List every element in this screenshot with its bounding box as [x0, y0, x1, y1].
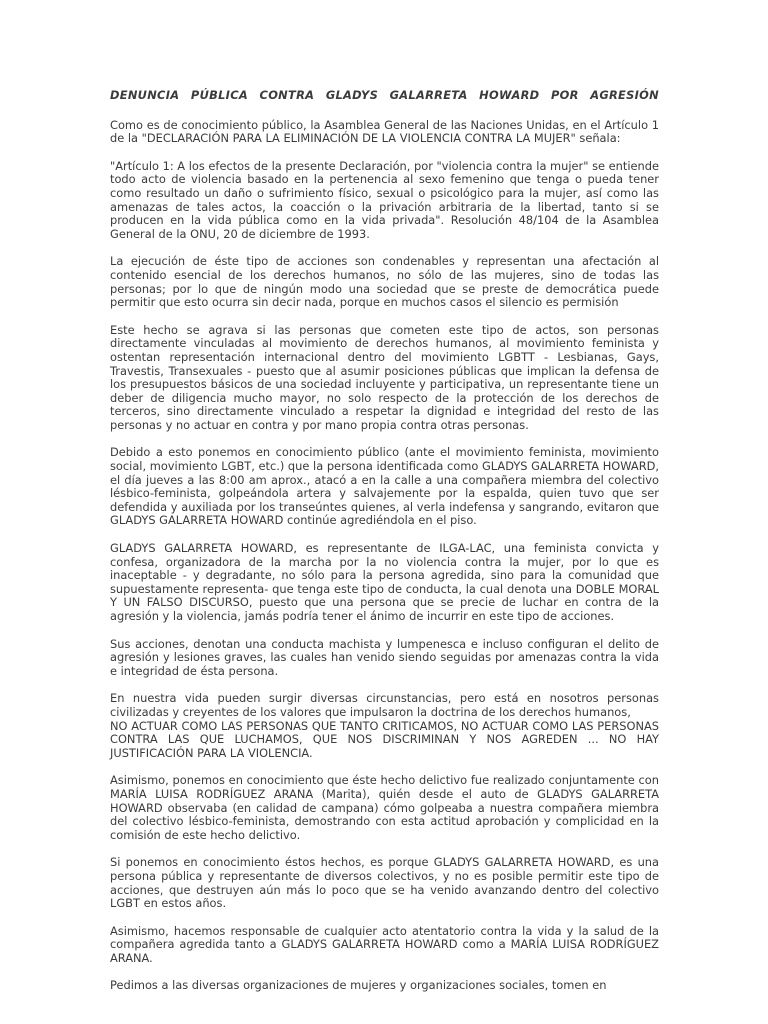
- paragraph-conduct: Sus acciones, denotan una conducta machista y lumpenesca e incluso configuran el delito de agresión y lesiones graves, las cuales han venido siendo seguidas por amenazas contra la vida e integridad de ésta persona.: [110, 636, 659, 678]
- paragraph-public-person: Si ponemos en conocimiento éstos hechos, es porque GLADYS GALARRETA HOWARD, es una persona pública y representante de diversos colectivos, y no es posible permitir este tipo de acciones, que destruyen aún más lo poco que se ha venido avanzando dentro del colectivo LGBT en estos años.: [110, 855, 659, 911]
- paragraph-request: Pedimos a las diversas organizaciones de mujeres y organizaciones sociales, tomen en: [110, 978, 607, 993]
- paragraph-declaration-intro: Como es de conocimiento público, la Asamblea General de las Naciones Unidas, en el Artículo 1 de la "DECLARACIÓN PARA LA ELIMINACIÓN DE LA VIOLENCIA CONTRA LA MUJER" señala:: [110, 117, 659, 146]
- paragraph-representative: GLADYS GALARRETA HOWARD, es representante de ILGA-LAC, una feminista convicta y confesa, organizadora de la marcha por la no violencia contra la mujer, por lo que es inaceptable - y degradante, no sólo para la persona agredida, sino para la comunidad que supuestamente representa- que tenga este tipo de conducta, la cual denota una DOBLE MORAL Y UN FALSO DISCURSO, puesto que una persona que se precie de luchar en contra de la agresión y la violencia, jamás podría tener el ánimo de incurrir en este tipo de acciones.: [110, 541, 659, 623]
- paragraph-responsibility: Asimismo, hacemos responsable de cualquier acto atentatorio contra la vida y la salud de la compañera agredida tanto a GLADYS GALARRETA HOWARD como a MARÍA LUISA RODRÍGUEZ ARANA.: [110, 923, 659, 965]
- paragraph-incident-report: Debido a esto ponemos en conocimiento público (ante el movimiento feminista, movimiento social, movimiento LGBT, etc.) que la persona identificada como GLADYS GALARRETA HOWARD, el día jueves a las 8:00 am aprox., atacó a en la calle a una compañera miembra del colectivo lésbico-feminista, golpeándola artera y salvajemente por la espalda, quien tuvo que ser defendida y auxiliada por los transeúntes quienes, al verla indefensa y sangrando, evitaron que GLADYS GALARRETA HOWARD continúe agrediéndola en el piso.: [110, 445, 659, 528]
- paragraph-article-1-quote: "Artículo 1: A los efectos de la presente Declaración, por "violencia contra la mujer" se entiende todo acto de violencia basado en la pertenencia al sexo femenino que tenga o pueda tener como resultado un daño o sufrimiento físico, sexual o psicológico para la mujer, así como las amenazas de tales actos, la coacción o la privación arbitraria de la libertad, tanto si se producen en la vida pública como en la vida privada". Resolución 48/104 de la Asamblea General de la ONU, 20 de diciembre de 1993.: [110, 158, 659, 241]
- paragraph-accomplice: Asimismo, ponemos en conocimiento que éste hecho delictivo fue realizado conjuntamente con MARÍA LUISA RODRÍGUEZ ARANA (Marita), quién desde el auto de GLADYS GALARRETA HOWARD observaba (en calidad de campana) cómo golpeaba a nuestra compañera miembra del colectivo lésbico-feminista, demostrando con esta actitud aprobación y complicidad en la comisión de este hecho delictivo.: [110, 773, 659, 842]
- paragraph-aggravation: Este hecho se agrava si las personas que cometen este tipo de actos, son personas directamente vinculadas al movimiento de derechos humanos, al movimiento feminista y ostentan representación internacional dentro del movimiento LGBTT - Lesbianas, Gays, Travestis, Transexuales - puesto que al asumir posiciones públicas que implican la defensa de los presupuestos básicos de una sociedad incluyente y participativa, un representante tiene un deber de diligencia mucho mayor, no solo respecto de la protección de los derechos de terceros, sino directamente vinculado a respetar la dignidad e integridad del resto de las personas y no actuar en contra y por mano propia contra otras personas.: [110, 322, 659, 432]
- paragraph-condemnation: La ejecución de éste tipo de acciones son condenables y representan una afectación al contenido esencial de los derechos humanos, no sólo de las mujeres, sino de todas las personas; por lo que de ningún modo una sociedad que se preste de democrática puede permitir que esto ocurra sin decir nada, porque en muchos casos el silencio es permisión: [110, 254, 659, 310]
- document-title: DENUNCIA PÚBLICA CONTRA GLADYS GALARRETA HOWARD POR AGRESIÓN: [110, 88, 659, 102]
- paragraph-no-violence: En nuestra vida pueden surgir diversas circunstancias, pero está en nosotros personas civilizadas y creyentes de los valores que impulsaron la doctrina de los derechos humanos, NO ACTUAR COMO LAS PERSONAS QUE TANTO CRITICAMOS, NO ACTUAR COMO LAS PERSONAS CONTRA LAS QUE LUCHAMOS, QUE NOS DISCRIMINAN Y NOS AGREDEN ... NO HAY JUSTIFICACIÓN PARA LA VIOLENCIA.: [110, 691, 659, 760]
- document-body: [110, 89, 659, 1007]
